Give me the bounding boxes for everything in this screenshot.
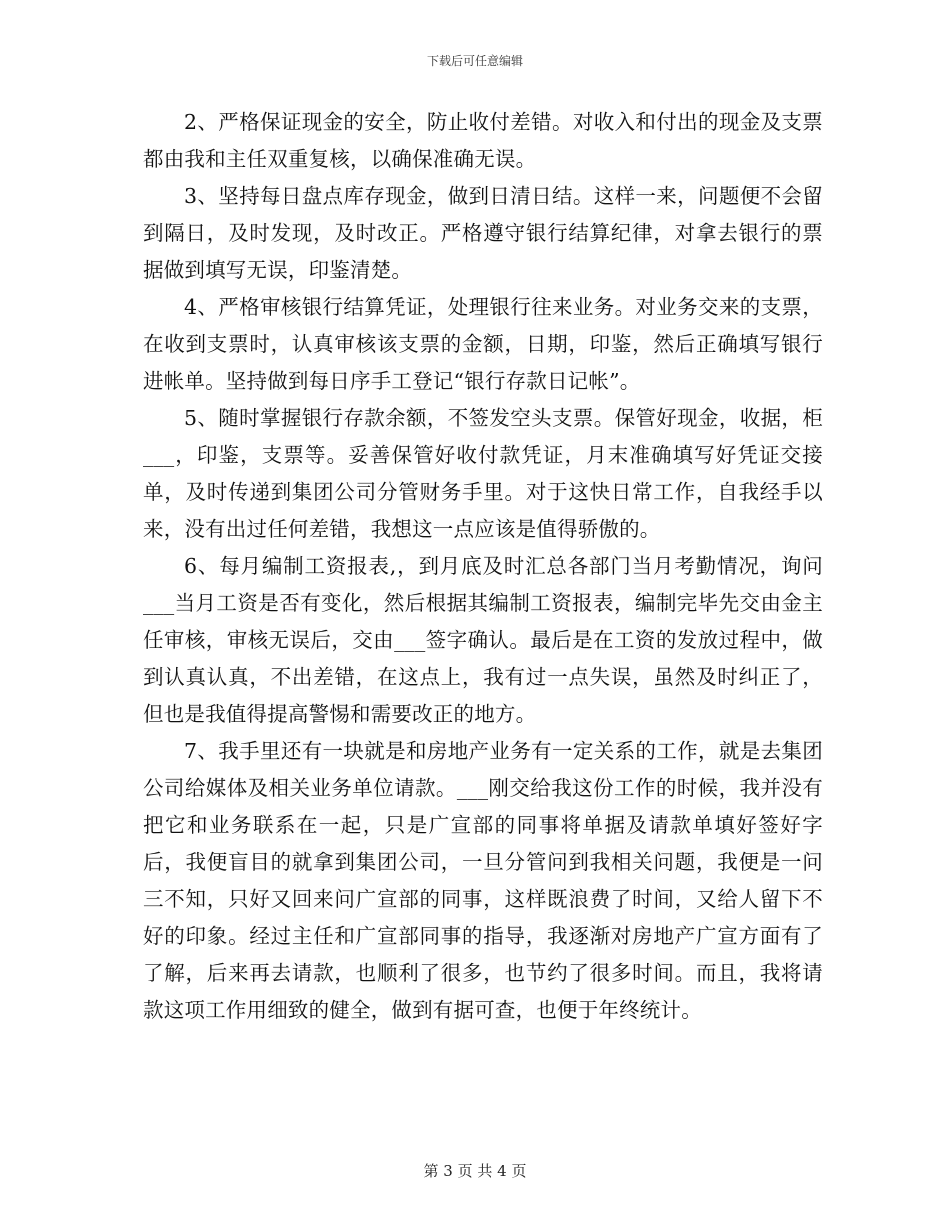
paragraph-item-5: 5、随时掌握银行存款余额，不签发空头支票。保管好现金，收据，柜___，印鉴，支票等。妥善保管好收付款凭证，月末准确填写好凭证交接单，及时传递到集团公司分管财务手里。对于这快日常工作，自我经手以来，没有出过任何差错，我想这一点应该是值得骄傲的。 <box>143 406 823 541</box>
paragraph-item-7: 7、我手里还有一块就是和房地产业务有一定关系的工作，就是去集团公司给媒体及相关业务单位请款。___刚交给我这份工作的时候，我并没有把它和业务联系在一起，只是广宣部的同事将单据及请款单填好签好字后，我便盲目的就拿到集团公司，一旦分管问到我相关问题，我便是一问三不知，只好又回来问广宣部的同事，这样既浪费了时间，又给人留下不好的印象。经过主任和广宣部同事的指导，我逐渐对房地产广宣方面有了了解，后来再去请款，也顺利了很多，也节约了很多时间。而且，我将请款这项工作用细致的健全，做到有据可查，也便于年终统计。 <box>143 739 823 1022</box>
document-body <box>143 104 823 1029</box>
page-number: 第 3 页 共 4 页 <box>423 1162 527 1180</box>
paragraph-item-4: 4、严格审核银行结算凭证，处理银行往来业务。对业务交来的支票，在收到支票时，认真审核该支票的金额，日期，印鉴，然后正确填写银行进帐单。坚持做到每日序手工登记“银行存款日记帐”。 <box>143 295 823 393</box>
page-header: 下载后可任意编辑 <box>426 54 523 68</box>
paragraph-item-6: 6、每月编制工资报表,，到月底及时汇总各部门当月考勤情况，询问___当月工资是否有变化，然后根据其编制工资报表，编制完毕先交由金主任审核，审核无误后，交由___签字确认。最后是在工资的发放过程中，做到认真认真，不出差错，在这点上，我有过一点失误，虽然及时纠正了，但也是我值得提高警惕和需要改正的地方。 <box>143 554 823 726</box>
paragraph-item-3: 3、坚持每日盘点库存现金，做到日清日结。这样一来，问题便不会留到隔日，及时发现，及时改正。严格遵守银行结算纪律，对拿去银行的票据做到填写无误，印鉴清楚。 <box>143 184 823 282</box>
paragraph-item-2: 2、严格保证现金的安全，防止收付差错。对收入和付出的现金及支票都由我和主任双重复核，以确保准确无误。 <box>143 110 823 171</box>
